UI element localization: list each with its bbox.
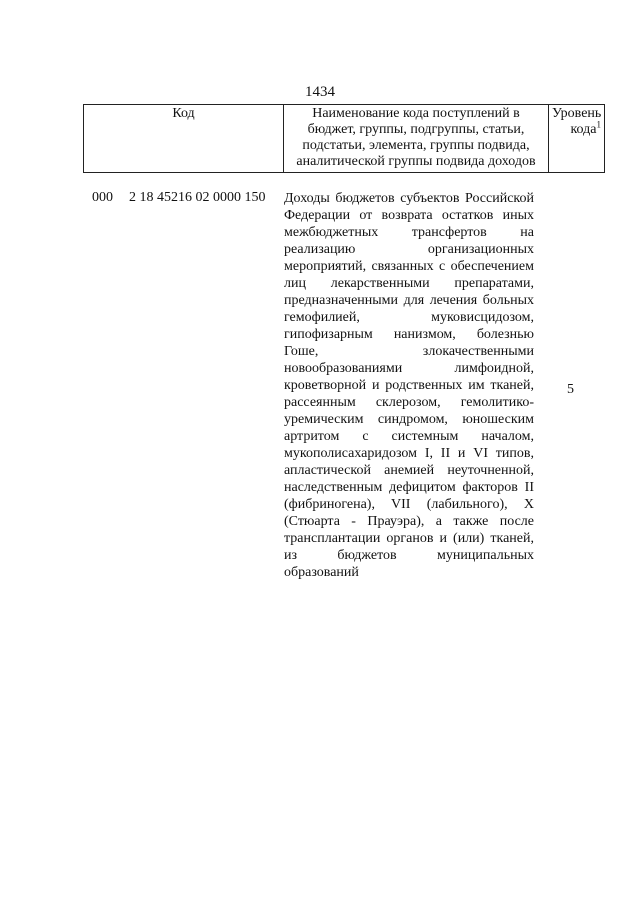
row-income-code: 2 18 45216 02 0000 150 bbox=[129, 190, 266, 205]
header-level bbox=[549, 105, 605, 173]
header-level-footnote: 1 bbox=[596, 119, 601, 130]
header-level-label: Уровень кода bbox=[552, 106, 602, 137]
header-table bbox=[83, 104, 605, 173]
row-admin-code: 000 bbox=[92, 190, 113, 205]
header-code: Код bbox=[84, 105, 284, 173]
page-number: 1434 bbox=[305, 84, 335, 100]
header-row bbox=[84, 105, 605, 173]
header-name: Наименование кода поступлений в бюджет, группы, подгруппы, статьи, подстатьи, элемента, группы подвида, аналитической группы подвида доходов bbox=[284, 105, 549, 173]
row-level: 5 bbox=[567, 382, 574, 397]
row-description: Доходы бюджетов субъектов Российской Федерации от возврата остатков иных межбюджетных трансфертов на реализацию организационных мероприятий, связанных с обеспечением лиц лекарственными препаратами, предназначенными для лечения больных гемофилией, муковисцидозом, гипофизарным нанизмом, болезнью Гоше, злокачественными новообразованиями лимфоидной, кроветворной и родственных им тканей, рассеянным склерозом, гемолитико-уремическим синдромом, юношеским артритом с системным началом, мукополисахаридозом I, II и VI типов, апластической анемией неуточненной, наследственным дефицитом факторов II (фибриногена), VII (лабильного), X (Стюарта - Прауэра), а также после трансплантации органов и (или) тканей, из бюджетов муниципальных образований bbox=[284, 191, 534, 580]
